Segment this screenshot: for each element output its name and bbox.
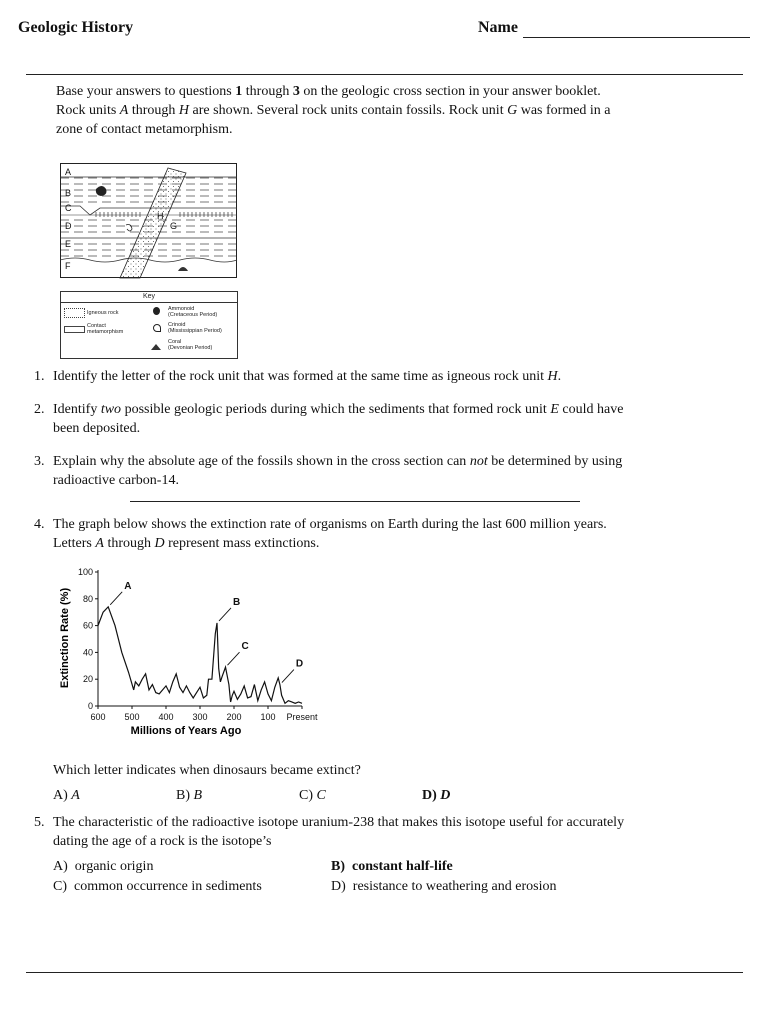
x-tick-label: 300	[192, 712, 208, 722]
q5-choice-c[interactable]: C) common occurrence in sediments	[53, 879, 262, 894]
y-tick-label: 60	[82, 620, 93, 631]
x-axis-label: Millions of Years Ago	[130, 725, 242, 737]
dike-label-h: H	[157, 211, 164, 221]
layer-label-e: E	[65, 239, 72, 249]
x-tick-label: Present	[286, 712, 318, 722]
footer-divider	[26, 972, 743, 973]
key-igneous: Igneous rock	[87, 310, 119, 316]
y-tick-label: 20	[82, 674, 93, 685]
y-tick-label: 100	[77, 567, 93, 577]
x-tick-label: 200	[226, 712, 242, 722]
ammonoid-icon	[153, 307, 160, 315]
annotation-label-c: C	[241, 641, 249, 653]
annotation-arrow-d	[282, 670, 294, 683]
annotation-arrow-a	[110, 592, 122, 605]
annotation-label-d: D	[295, 658, 304, 670]
q5-choice-a[interactable]: A) organic origin	[53, 859, 154, 874]
question-3: 3. Explain why the absolute age of the fossils shown in the cross section can not be determined by using radioactive carbon-14.	[34, 454, 623, 488]
header-divider	[26, 74, 743, 75]
worksheet-title: Geologic History	[18, 19, 134, 36]
q4-prompt: Which letter indicates when dinosaurs became extinct?	[53, 763, 361, 778]
q4-choice-b[interactable]: B) B	[176, 788, 203, 803]
key-crinoid-1: Crinoid	[168, 322, 186, 328]
layer-label-f: F	[65, 261, 71, 271]
q4-choice-a[interactable]: A) A	[53, 788, 80, 803]
contact-label-g: G	[170, 221, 178, 231]
q5-choice-d[interactable]: D) resistance to weathering and erosion	[331, 879, 557, 894]
y-tick-label: 80	[82, 593, 93, 604]
annotation-label-a: A	[124, 580, 132, 592]
coral-icon	[151, 344, 161, 350]
key-crinoid-2: (Mississippian Period)	[168, 328, 222, 334]
key-coral-2: (Devonian Period)	[168, 345, 213, 351]
section-divider	[130, 501, 580, 502]
x-tick-label: 500	[124, 712, 140, 722]
contact-swatch	[64, 326, 85, 333]
layer-label-b: B	[65, 188, 72, 198]
question-2: 2. Identify two possible geologic periods during which the sediments that formed rock unit E could have been deposited.	[34, 402, 624, 436]
name-label: Name	[478, 19, 518, 36]
key-ammonoid-1: Ammonoid	[168, 306, 195, 312]
q4-choice-c[interactable]: C) C	[299, 788, 326, 803]
igneous-swatch	[64, 308, 85, 318]
key-title: Key	[142, 293, 156, 300]
x-tick-label: 400	[158, 712, 174, 722]
crinoid-icon	[153, 324, 161, 332]
key-coral-1: Coral	[168, 339, 182, 345]
name-blank-line[interactable]	[523, 37, 750, 38]
key-ammonoid-2: (Cretaceous Period)	[168, 312, 218, 318]
question-4: 4. The graph below shows the extinction rate of organisms on Earth during the last 600 million years. Letters A through D represent mass extinctions.	[34, 517, 607, 551]
cross-section-key	[60, 291, 238, 359]
annotation-arrow-c	[228, 652, 240, 665]
y-tick-label: 0	[87, 701, 93, 711]
y-axis-label: Extinction Rate (%)	[59, 587, 71, 689]
q4-choice-d-selected[interactable]: D) D	[422, 788, 451, 803]
x-tick-label: 600	[90, 712, 106, 722]
annotation-arrow-b	[219, 608, 231, 621]
q5-choice-b-selected[interactable]: B) constant half-life	[331, 859, 453, 874]
geologic-cross-section	[60, 163, 238, 279]
key-contact-2: metamorphism	[87, 329, 124, 335]
question-5: 5. The characteristic of the radioactive isotope uranium-238 that makes this isotope useful for accurately dating the age of a rock is the isotope’s	[34, 815, 625, 849]
layer-label-a: A	[65, 167, 72, 177]
key-contact-1: Contact	[87, 323, 106, 329]
intro-paragraph: Base your answers to questions 1 through 3 on the geologic cross section in your answer booklet. Rock units A through H are shown. Several rock units contain fossils. Rock unit G was formed in a zone of contact metamorphism.	[56, 84, 611, 137]
extinction-rate-series-line	[98, 607, 302, 703]
y-tick-label: 40	[82, 647, 93, 658]
annotation-label-b: B	[233, 596, 241, 608]
question-1: 1. Identify the letter of the rock unit that was formed at the same time as igneous rock unit H.	[34, 369, 562, 384]
x-tick-label: 100	[260, 712, 276, 722]
layer-label-d: D	[65, 221, 72, 231]
extinction-rate-chart	[56, 560, 336, 742]
layer-label-c: C	[65, 203, 72, 213]
